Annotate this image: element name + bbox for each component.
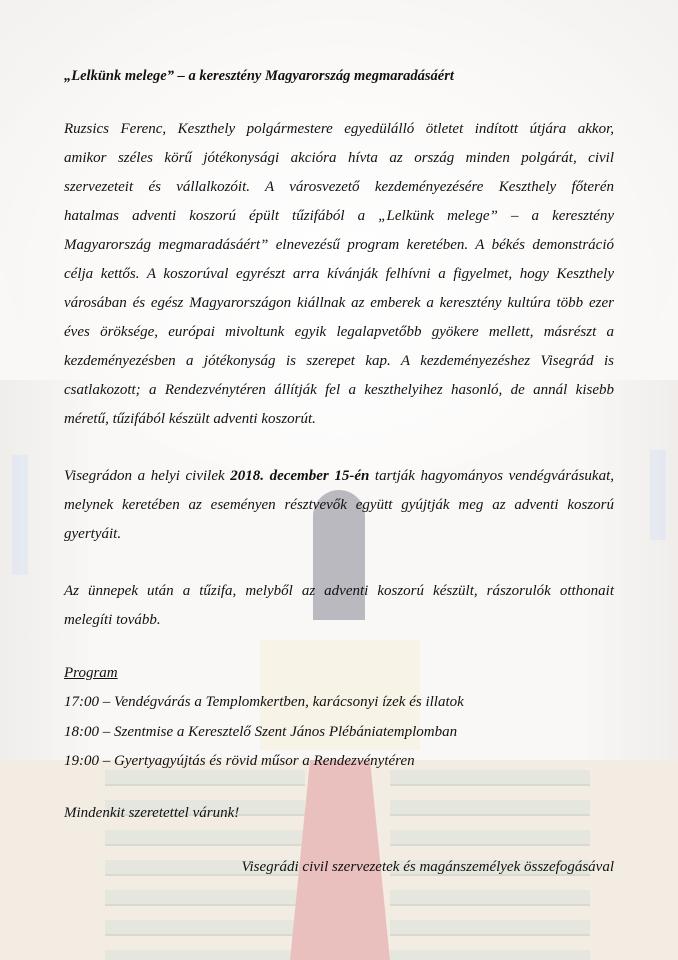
program-item: 18:00 – Szentmise a Keresztelő Szent János Plébániatemplomban bbox=[64, 724, 458, 740]
event-date: 2018. december 15-én bbox=[230, 468, 370, 484]
text-line: Ruzsics Ferenc, Keszthely polgármestere egyedülálló ötletet indított útjára akkor, bbox=[64, 121, 614, 137]
text-line: éves öröksége, európai mivoltunk egyik legalapvetőbb gyökere mellett, másrészt a bbox=[64, 324, 614, 340]
program-item: 17:00 – Vendégvárás a Templomkertben, karácsonyi ízek és illatok bbox=[64, 694, 464, 710]
text-line bbox=[64, 466, 614, 486]
document-title: „Lelkünk melege” – a keresztény Magyarország megmaradásáért bbox=[64, 68, 454, 84]
text-line: amikor széles körű jótékonysági akcióra hívta az ország minden polgárát, civil bbox=[64, 150, 614, 166]
welcome-text: Mindenkit szeretettel várunk! bbox=[64, 805, 240, 821]
text-line: melynek keretében az eseményen résztvevők együtt gyújtják meg az adventi koszorú bbox=[64, 497, 614, 513]
text-line: városában és egész Magyarországon kiállnak az emberek a keresztény kultúra több ezer bbox=[64, 295, 614, 311]
text-line: Az ünnepek után a tűzifa, melyből az adventi koszorú készült, rászorulók otthonait bbox=[64, 583, 614, 599]
program-item: 19:00 – Gyertyagyújtás és rövid műsor a Rendezvénytéren bbox=[64, 753, 415, 769]
program-heading-line bbox=[64, 663, 614, 683]
text-line: célja kettős. A koszorúval egyrészt arra kívánják felhívni a figyelmet, hogy Keszthely bbox=[64, 266, 614, 282]
text-line: hatalmas adventi koszorú épült tűzifából a „Lelkünk melege” – a keresztény bbox=[64, 208, 614, 224]
text-line: kezdeményezésben a jótékonyság is szerepet kap. A kezdeményezéshez Visegrád is bbox=[64, 353, 614, 369]
text-line: szervezeteit és vállalkozóit. A városvezető kezdeményezésére Keszthely főterén bbox=[64, 179, 614, 195]
program-heading: Program bbox=[64, 665, 118, 681]
text-segment: tartják hagyományos vendégvárásukat, bbox=[369, 468, 614, 484]
text-line: gyertyáit. bbox=[64, 526, 122, 542]
text-segment: Visegrádon a helyi civilek bbox=[64, 468, 231, 484]
signature: Visegrádi civil szervezetek és magánszemélyek összefogásával bbox=[241, 859, 614, 875]
text-line: csatlakozott; a Rendezvénytéren állítják fel a keszthelyihez hasonló, de annál kisebb bbox=[64, 382, 614, 398]
text-line: méretű, tűzifából készült adventi koszorút. bbox=[64, 411, 316, 427]
text-line: Magyarország megmaradásáért” elnevezésű program keretében. A békés demonstráció bbox=[64, 237, 614, 253]
text-line: melegíti tovább. bbox=[64, 612, 161, 628]
